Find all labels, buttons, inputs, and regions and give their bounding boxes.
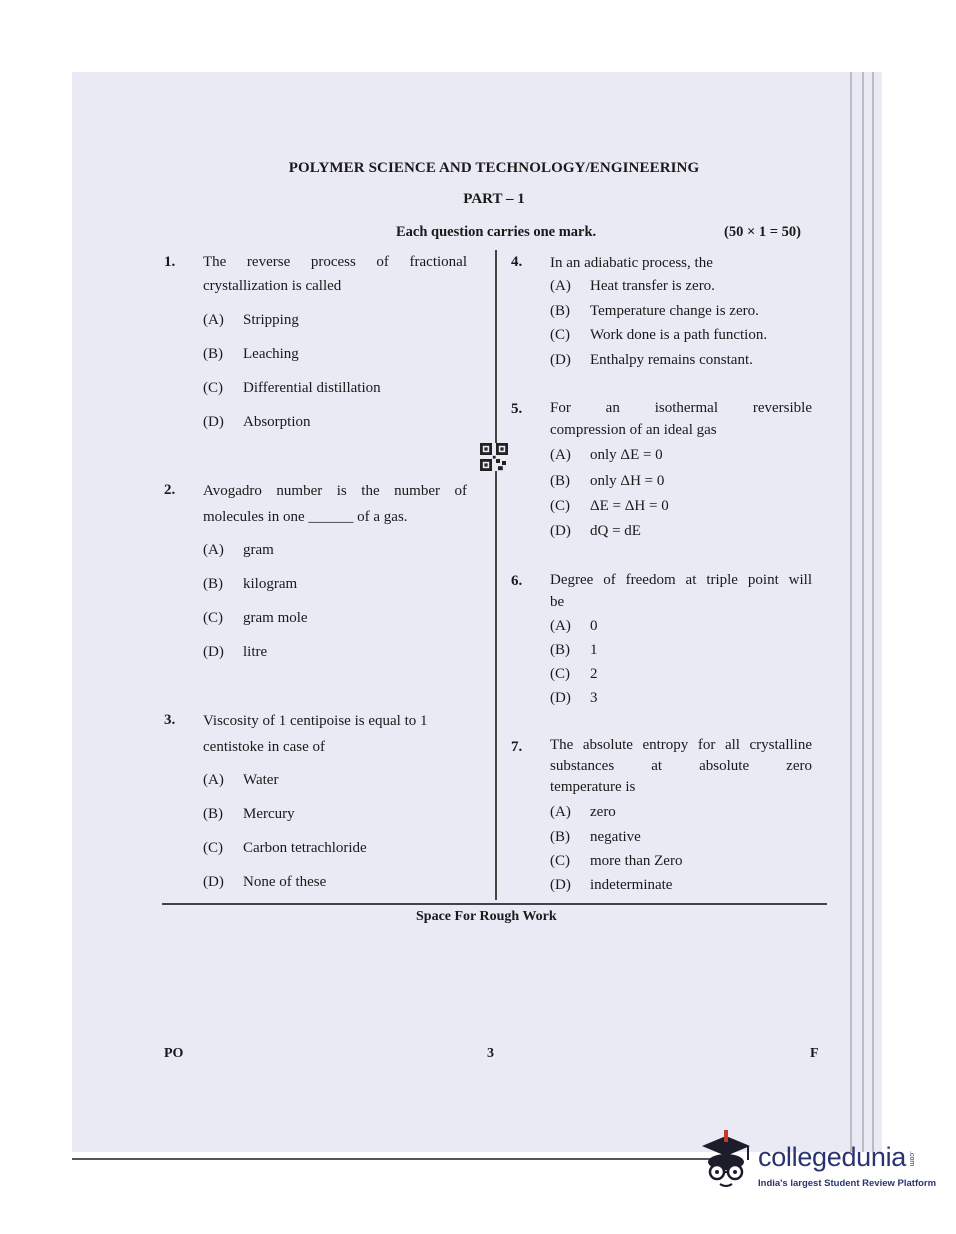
question-number: 7. — [511, 739, 523, 755]
option-d: (D) None of these — [203, 874, 327, 890]
question-text: compression of an ideal gas — [550, 422, 717, 438]
option-b: (B) Mercury — [203, 806, 295, 822]
question-text: centistoke in case of — [203, 739, 326, 755]
marks-scheme: (50 × 1 = 50) — [724, 224, 801, 240]
footer-code: PO — [164, 1046, 184, 1061]
logo-tagline: India's largest Student Review Platform — [758, 1178, 937, 1189]
question-text: be — [550, 594, 565, 610]
question-text: In an adiabatic process, the — [550, 255, 713, 271]
scan-edge-line — [72, 1158, 712, 1160]
option-c: (C) Work done is a path function. — [550, 327, 768, 343]
option-b: (B) only ΔH = 0 — [550, 473, 665, 489]
option-a: (A) zero — [550, 804, 616, 820]
option-d: (D) indeterminate — [550, 877, 673, 893]
option-a: (A) Water — [203, 772, 279, 788]
option-d: (D) Absorption — [203, 414, 311, 430]
option-c: (C) 2 — [550, 666, 598, 682]
logo-name: collegedunia — [758, 1142, 907, 1172]
exam-title: POLYMER SCIENCE AND TECHNOLOGY/ENGINEERING — [288, 160, 700, 176]
column-divider — [495, 250, 497, 900]
instruction-text: Each question carries one mark. — [396, 224, 597, 240]
option-b: (B) Temperature change is zero. — [550, 303, 759, 319]
logo-suffix: .com — [908, 1151, 915, 1167]
collegedunia-logo-icon — [700, 1128, 756, 1198]
option-c: (C) more than Zero — [550, 853, 683, 869]
option-a: (A) only ΔE = 0 — [550, 447, 663, 463]
option-d: (D) dQ = dE — [550, 523, 641, 539]
page-edge-line — [872, 72, 874, 1152]
question-text: For an isothermal reversible — [550, 400, 812, 416]
horizontal-rule — [162, 903, 827, 905]
option-c: (C) Differential distillation — [203, 380, 381, 396]
question-text: substances at absolute zero — [550, 758, 812, 774]
question-number: 2. — [164, 482, 176, 498]
option-a: (A) Stripping — [203, 312, 299, 328]
page-number: 3 — [487, 1046, 494, 1061]
option-d: (D) litre — [203, 644, 268, 660]
option-d: (D) Enthalpy remains constant. — [550, 352, 753, 368]
rough-work-label: Space For Rough Work — [416, 909, 557, 924]
option-c: (C) Carbon tetrachloride — [203, 840, 367, 856]
question-number: 6. — [511, 573, 523, 589]
option-c: (C) ΔE = ΔH = 0 — [550, 498, 669, 514]
question-text: Viscosity of 1 centipoise is equal to 1 — [203, 713, 428, 729]
option-a: (A) Heat transfer is zero. — [550, 278, 715, 294]
question-text: Avogadro number is the number of — [203, 483, 467, 499]
question-number: 1. — [164, 254, 176, 270]
question-text: crystallization is called — [203, 278, 342, 294]
page-edge-line — [850, 72, 852, 1152]
question-text: The reverse process of fractional — [203, 254, 467, 270]
question-text: molecules in one ______ of a gas. — [203, 509, 408, 525]
option-a: (A) gram — [203, 542, 274, 558]
option-a: (A) 0 — [550, 618, 598, 634]
question-text: temperature is — [550, 779, 636, 795]
option-c: (C) gram mole — [203, 610, 308, 626]
question-number: 4. — [511, 254, 523, 270]
option-b: (B) kilogram — [203, 576, 298, 592]
option-d: (D) 3 — [550, 690, 598, 706]
page-edge-line — [862, 72, 864, 1152]
option-b: (B) Leaching — [203, 346, 299, 362]
question-number: 3. — [164, 712, 176, 728]
option-b: (B) 1 — [550, 642, 598, 658]
qr-code-icon — [480, 443, 508, 471]
question-text: Degree of freedom at triple point will — [550, 572, 812, 588]
footer-series: F — [810, 1046, 819, 1061]
option-b: (B) negative — [550, 829, 641, 845]
part-heading: PART – 1 — [463, 191, 525, 207]
question-text: The absolute entropy for all crystalline — [550, 737, 812, 753]
question-number: 5. — [511, 401, 523, 417]
